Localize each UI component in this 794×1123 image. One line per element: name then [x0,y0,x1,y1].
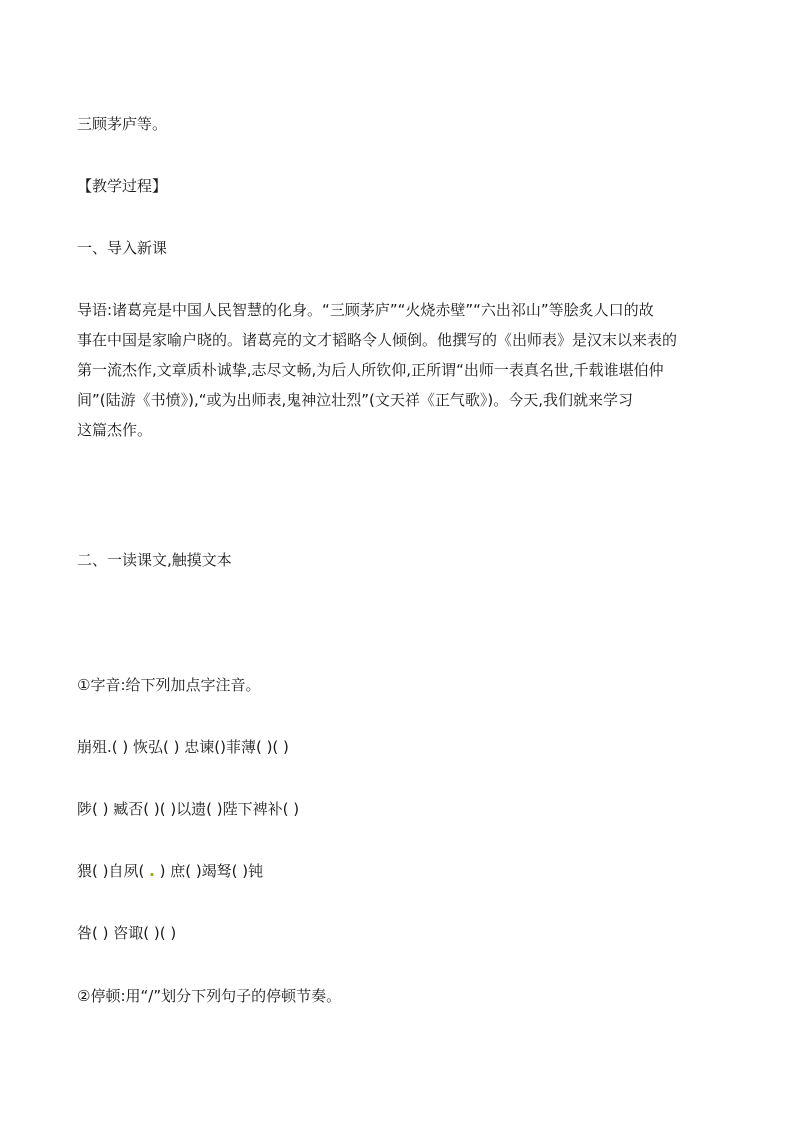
guide-line: 这篇杰作。 [77,421,153,439]
pronunciation-row: 崩殂.( ) 恢弘( ) 忠谏()菲薄( )( ) [77,738,289,756]
pronunciation-row [77,861,263,881]
guide-paragraph [77,295,719,445]
row3-part-b: ) 庶( )竭驽( )钝 [159,862,264,880]
part1-heading: 一、导入新课 [77,239,168,257]
question1-label: ①字音:给下列加点字注音。 [77,676,261,694]
pronunciation-row: 陟( ) 臧否( )( )以遗( )陛下裨补( ) [77,800,300,818]
emphasis-dot-mark: . [149,862,155,880]
intro-tail-text: 三顾茅庐等。 [77,115,168,133]
guide-line: 导语:诸葛亮是中国人民智慧的化身。“三顾茅庐”“火烧赤壁”“六出祁山”等脍炙人口的故 [77,301,654,319]
guide-line: 第一流杰作,文章质朴诚挚,志尽文畅,为后人所钦仰,正所谓“出师一表真名世,千载谁堪伯仲 [77,361,664,379]
guide-line: 事在中国是家喻户晓的。诸葛亮的文才韬略令人倾倒。他撰写的《出师表》是汉末以来表的 [77,331,678,349]
pronunciation-row: 咎( ) 咨诹( )( ) [77,924,177,942]
guide-line: 间”(陆游《书愤》),“或为出师表,鬼神泣壮烈”(文天祥《正气歌》)。今天,我们就来学习 [77,391,634,409]
section-header: 【教学过程】 [77,177,168,195]
row3-part-a: 猥( )自夙( [77,862,145,880]
question2-label: ②停顿:用“/”划分下列句子的停顿节奏。 [77,987,342,1005]
part2-heading: 二、一读课文,触摸文本 [77,551,232,569]
